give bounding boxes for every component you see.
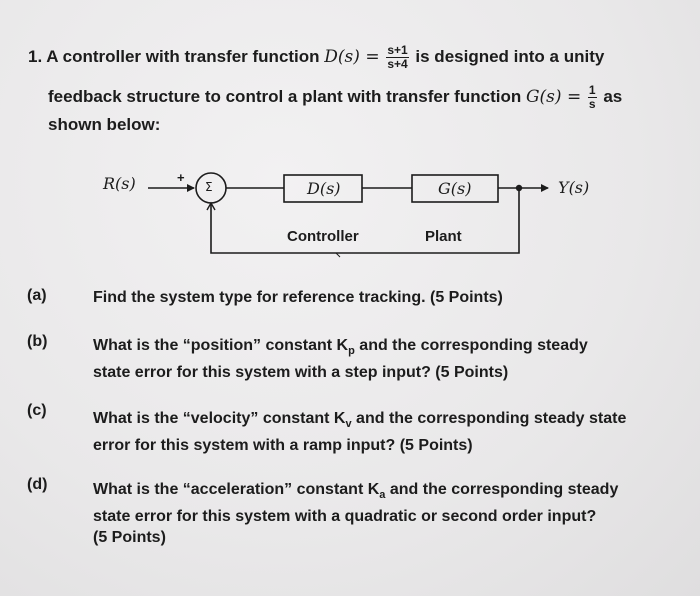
question-b-line1a: What is the “position” constant K	[93, 337, 349, 354]
controller-tf-numerator: s+1	[387, 43, 408, 57]
question-c-line1b: and the corresponding steady state	[351, 410, 627, 427]
controller-tf-lhs: D(s) =	[324, 46, 380, 67]
question-d-text	[93, 479, 663, 548]
summer-plus-sign: +	[177, 170, 185, 185]
output-signal-label: Y(s)	[558, 178, 590, 197]
question-b-label: (b)	[27, 333, 48, 350]
controller-tf-denominator: s+4	[387, 57, 408, 71]
question-d-subscript: a	[379, 489, 386, 502]
question-c-line2: error for this system with a ramp input? (5 Points)	[93, 437, 473, 455]
question-d-line3: (5 Points)	[93, 529, 166, 547]
question-b-line1b: and the corresponding steady	[354, 337, 588, 354]
controller-block-label: D(s)	[307, 179, 341, 198]
question-b-line2: state error for this system with a step input? (5 Points)	[93, 364, 509, 382]
question-a-text: Find the system type for reference tracking. (5 Points)	[93, 289, 503, 306]
plant-block-label: G(s)	[438, 179, 472, 198]
question-d-label: (d)	[27, 476, 48, 493]
question-d-line1b: and the corresponding steady	[385, 481, 619, 498]
question-b-subscript: p	[348, 345, 355, 358]
problem-text-1a: A controller with transfer function	[46, 46, 320, 66]
question-d-line2: state error for this system with a quadratic or second order input?	[93, 508, 597, 526]
question-d-line1a: What is the “acceleration” constant K	[93, 481, 380, 498]
problem-text-2a: feedback structure to control a plant with transfer function	[48, 86, 522, 106]
controller-caption: Controller	[287, 228, 359, 245]
question-c-line1a: What is the “velocity” constant K	[93, 410, 346, 427]
plant-tf-lhs: G(s) =	[525, 86, 582, 107]
plant-tf-numerator: 1	[588, 83, 596, 97]
question-a-label: (a)	[27, 287, 47, 304]
problem-line-3: shown below:	[48, 115, 161, 134]
feedback-path	[211, 188, 519, 253]
question-c-subscript: v	[345, 418, 352, 431]
input-signal-label: R(s)	[103, 174, 136, 193]
question-b-text	[93, 335, 663, 383]
question-c-text	[93, 408, 663, 456]
problem-number: 1.	[28, 46, 43, 66]
summer-sigma: Σ	[205, 180, 213, 194]
plant-tf-denominator: s	[588, 97, 596, 111]
question-c-label: (c)	[27, 402, 47, 419]
plant-caption: Plant	[425, 228, 462, 245]
problem-text-2b: as	[603, 86, 623, 106]
problem-text-1b: is designed into a unity	[415, 46, 605, 66]
